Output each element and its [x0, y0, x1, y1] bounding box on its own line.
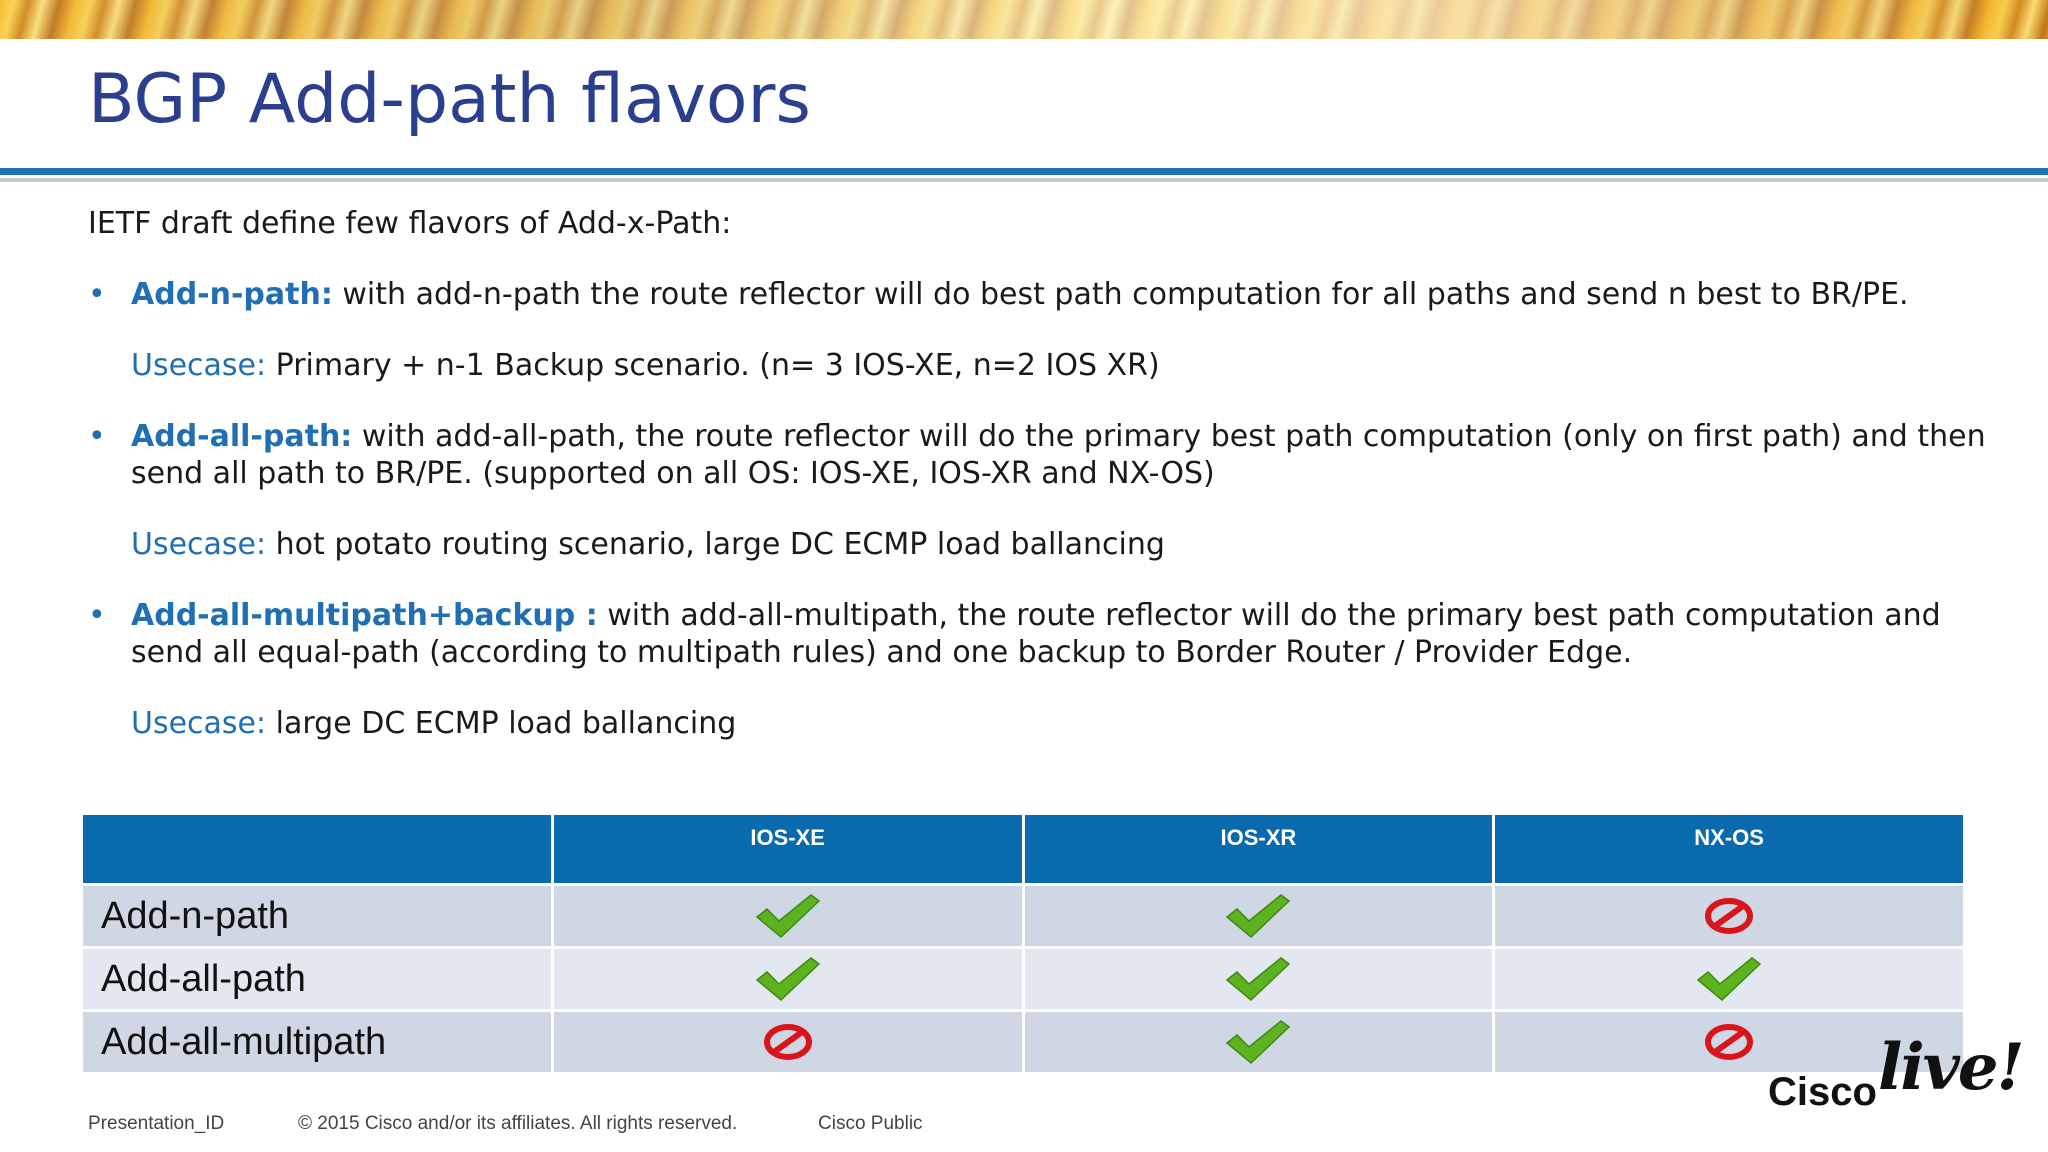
header-banner-shine [0, 0, 2048, 39]
support-cell [1025, 1012, 1493, 1072]
usecase-text: large DC ECMP load ballancing [266, 706, 737, 741]
bullet-text: with add-all-multipath, the route reflector will do the primary best path computation and send all equal-path (according to multipath rules) and one backup to Border Router / Provider Edge. [131, 598, 1941, 670]
slide-body [88, 205, 1988, 776]
bullet-add-all-path [88, 418, 1988, 492]
slide-title: BGP Add-path flavors [88, 60, 811, 139]
support-cell [1495, 886, 1963, 946]
check-icon [755, 893, 821, 939]
column-header [83, 815, 551, 883]
bullet-add-n-path [88, 276, 1988, 313]
bullet-term: Add-n-path: [131, 277, 333, 312]
bullet-text: with add-all-path, the route reflector will do the primary best path computation (only on first path) and then send all path to BR/PE. (supported on all OS: IOS-XE, IOS-XR and NX-OS) [131, 419, 1986, 491]
row-label: Add-all-multipath [83, 1012, 551, 1072]
usecase-add-all-multipath [88, 705, 1988, 742]
support-cell [1495, 949, 1963, 1009]
support-cell [554, 1012, 1022, 1072]
column-header-ios-xr: IOS-XR [1025, 815, 1493, 883]
title-divider [0, 168, 2048, 175]
usecase-add-all-path [88, 526, 1988, 563]
cisco-live-logo [1768, 1030, 2023, 1120]
bullet-dot-icon: • [88, 277, 106, 312]
check-icon [1696, 956, 1762, 1002]
support-cell [1025, 886, 1493, 946]
table-row [83, 886, 1963, 946]
footer-presentation-id: Presentation_ID [88, 1113, 225, 1134]
bullet-term: Add-all-path: [131, 419, 353, 454]
prohibited-icon [1703, 896, 1755, 936]
usecase-text: hot potato routing scenario, large DC ECMP load ballancing [266, 527, 1165, 562]
support-cell [554, 949, 1022, 1009]
table-header-row [83, 815, 1963, 883]
bullet-term: Add-all-multipath+backup : [131, 598, 598, 633]
check-icon [1225, 1019, 1291, 1065]
support-cell [554, 886, 1022, 946]
check-icon [755, 956, 821, 1002]
logo-cisco-text: Cisco [1768, 1070, 1877, 1114]
usecase-text: Primary + n-1 Backup scenario. (n= 3 IOS-XE, n=2 IOS XR) [266, 348, 1160, 383]
prohibited-icon [762, 1022, 814, 1062]
table-row [83, 949, 1963, 1009]
bullet-dot-icon: • [88, 419, 106, 454]
check-icon [1225, 893, 1291, 939]
os-support-table [80, 812, 1966, 1075]
usecase-label: Usecase: [131, 706, 267, 741]
footer-copyright: © 2015 Cisco and/or its affiliates. All rights reserved. [298, 1113, 738, 1134]
usecase-label: Usecase: [131, 527, 267, 562]
usecase-label: Usecase: [131, 348, 267, 383]
usecase-add-n-path [88, 347, 1988, 384]
bullet-add-all-multipath [88, 597, 1988, 671]
logo-live-text: live! [1878, 1030, 2023, 1105]
support-cell [1025, 949, 1493, 1009]
table-row [83, 1012, 1963, 1072]
row-label: Add-n-path [83, 886, 551, 946]
check-icon [1225, 956, 1291, 1002]
prohibited-icon [1703, 1022, 1755, 1062]
column-header-nx-os: NX-OS [1495, 815, 1963, 883]
footer-classification: Cisco Public [818, 1113, 923, 1134]
row-label: Add-all-path [83, 949, 551, 1009]
intro-text: IETF draft define few flavors of Add-x-Path: [88, 206, 732, 241]
bullet-text: with add-n-path the route reflector will do best path computation for all paths and send n best to BR/PE. [332, 277, 1909, 312]
bullet-dot-icon: • [88, 598, 106, 633]
column-header-ios-xe: IOS-XE [554, 815, 1022, 883]
title-divider-shadow [0, 178, 2048, 182]
